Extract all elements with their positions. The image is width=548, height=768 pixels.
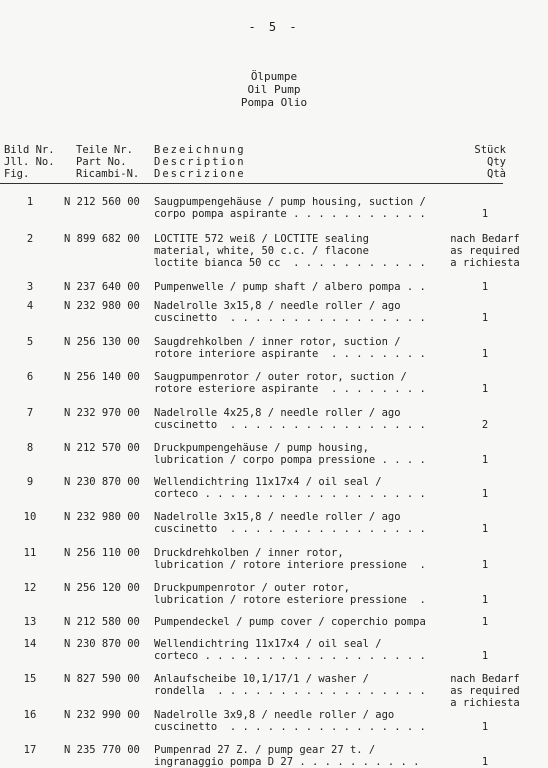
description-line: Pumpendeckel / pump cover / coperchio pompa — [154, 616, 426, 628]
header-rule — [0, 183, 503, 184]
description-line: corpo pompa aspirante . . . . . . . . . . . — [154, 208, 426, 220]
quantity-line: as required — [450, 245, 520, 257]
quantity-line — [440, 442, 530, 454]
part-number: N 212 560 00 — [64, 196, 140, 208]
part-number: N 237 640 00 — [64, 281, 140, 293]
quantity-line — [440, 336, 530, 348]
part-number: N 212 570 00 — [64, 442, 140, 454]
description — [154, 582, 454, 606]
quantity-line — [440, 407, 530, 419]
figure-number: 1 — [26, 196, 34, 208]
quantity-line — [440, 511, 530, 523]
description-line: lubrication / rotore interiore pressione . — [154, 559, 426, 571]
quantity-line: a richiesta — [450, 257, 520, 269]
description-line: Druckpumpenrotor / outer rotor, — [154, 582, 350, 594]
quantity-line: nach Bedarf — [450, 233, 520, 245]
header-bild-it: Fig. — [4, 168, 30, 180]
quantity — [440, 582, 530, 606]
header-teile-de: Teile Nr. — [76, 144, 133, 156]
header-qty-it: Qtà — [487, 168, 506, 180]
quantity — [440, 673, 530, 709]
description — [154, 407, 454, 431]
description-line: ingranaggio pompa D 27 . . . . . . . . . . — [154, 756, 420, 768]
figure-number: 8 — [26, 442, 34, 454]
figure-number: 6 — [26, 371, 34, 383]
part-number: N 230 870 00 — [64, 638, 140, 650]
description-line: lubrication / corpo pompa pressione . . . . — [154, 454, 426, 466]
header-bild-de: Bild Nr. — [4, 144, 55, 156]
quantity — [440, 336, 530, 360]
quantity-line: 1 — [481, 650, 489, 662]
header-desc-en: Description — [154, 156, 246, 168]
quantity-line: 1 — [481, 383, 489, 395]
figure-number: 14 — [23, 638, 37, 650]
part-number: N 899 682 00 — [64, 233, 140, 245]
description — [154, 476, 454, 500]
part-number: N 256 130 00 — [64, 336, 140, 348]
figure-number: 13 — [23, 616, 37, 628]
header-desc-de: Bezeichnung — [154, 144, 246, 156]
quantity-line: 1 — [481, 559, 489, 571]
description-line: Anlaufscheibe 10,1/17/1 / washer / — [154, 673, 369, 685]
part-number: N 212 580 00 — [64, 616, 140, 628]
quantity-line — [440, 371, 530, 383]
description-line: Nadelrolle 3x15,8 / needle roller / ago — [154, 511, 401, 523]
description-line: rotore esteriore aspirante . . . . . . . . — [154, 383, 426, 395]
quantity-line: nach Bedarf — [450, 673, 520, 685]
part-number: N 256 110 00 — [64, 547, 140, 559]
quantity — [440, 547, 530, 571]
description — [154, 371, 454, 395]
quantity-line: as required — [450, 685, 520, 697]
title-block — [0, 70, 548, 109]
quantity-line — [440, 196, 530, 208]
figure-number: 17 — [23, 744, 37, 756]
description-line: cuscinetto . . . . . . . . . . . . . . . . — [154, 523, 426, 535]
figure-number: 3 — [26, 281, 34, 293]
description-line: LOCTITE 572 weiß / LOCTITE sealing — [154, 233, 369, 245]
description-line: Pumpenwelle / pump shaft / albero pompa . . — [154, 281, 426, 293]
header-qty-en: Qty — [487, 156, 506, 168]
quantity-line: 1 — [481, 756, 489, 768]
part-number: N 232 980 00 — [64, 300, 140, 312]
description — [154, 638, 454, 662]
quantity — [440, 744, 530, 768]
quantity-line: 1 — [481, 523, 489, 535]
quantity-line — [440, 547, 530, 559]
description — [154, 511, 454, 535]
header-bild — [4, 144, 55, 180]
description — [154, 673, 454, 697]
description — [154, 744, 454, 768]
header-qty — [474, 144, 506, 180]
quantity-line — [440, 582, 530, 594]
description-line: Wellendichtring 11x17x4 / oil seal / — [154, 476, 382, 488]
quantity-line: 1 — [481, 454, 489, 466]
description — [154, 547, 454, 571]
header-qty-de: Stück — [474, 144, 506, 156]
description — [154, 233, 454, 269]
description-line: corteco . . . . . . . . . . . . . . . . . . — [154, 650, 426, 662]
quantity — [440, 638, 530, 662]
description-line: cuscinetto . . . . . . . . . . . . . . . . — [154, 419, 426, 431]
part-number: N 256 120 00 — [64, 582, 140, 594]
quantity — [440, 407, 530, 431]
quantity — [440, 233, 530, 269]
description-line: Saugdrehkolben / inner rotor, suction / — [154, 336, 401, 348]
figure-number: 2 — [26, 233, 34, 245]
header-teile — [76, 144, 139, 180]
figure-number: 9 — [26, 476, 34, 488]
header-bild-en: Jll. No. — [4, 156, 55, 168]
figure-number: 11 — [23, 547, 37, 559]
title-en: Oil Pump — [247, 83, 301, 96]
description — [154, 196, 454, 220]
description-line: Wellendichtring 11x17x4 / oil seal / — [154, 638, 382, 650]
quantity — [440, 371, 530, 395]
part-number: N 256 140 00 — [64, 371, 140, 383]
header-desc — [154, 144, 246, 180]
quantity — [440, 616, 530, 628]
quantity-line: 1 — [481, 616, 489, 628]
part-number: N 827 590 00 — [64, 673, 140, 685]
description — [154, 281, 454, 293]
description-line: Druckdrehkolben / inner rotor, — [154, 547, 344, 559]
description-line: material, white, 50 c.c. / flacone — [154, 245, 369, 257]
quantity-line — [440, 476, 530, 488]
description-line: Saugpumpengehäuse / pump housing, suction / — [154, 196, 426, 208]
figure-number: 4 — [26, 300, 34, 312]
part-number: N 232 980 00 — [64, 511, 140, 523]
part-number: N 232 970 00 — [64, 407, 140, 419]
description-line: rotore interiore aspirante . . . . . . . . — [154, 348, 426, 360]
description — [154, 300, 454, 324]
quantity-line: a richiesta — [450, 697, 520, 709]
quantity — [440, 511, 530, 535]
description-line: corteco . . . . . . . . . . . . . . . . . . — [154, 488, 426, 500]
part-number: N 230 870 00 — [64, 476, 140, 488]
quantity-line: 2 — [481, 419, 489, 431]
quantity-line: 1 — [481, 312, 489, 324]
quantity-line: 1 — [481, 281, 489, 293]
description-line: Druckpumpengehäuse / pump housing, — [154, 442, 369, 454]
title-it: Pompa Olio — [240, 96, 308, 109]
quantity — [440, 300, 530, 324]
header-teile-en: Part No. — [76, 156, 127, 168]
description-line: cuscinetto . . . . . . . . . . . . . . . . — [154, 721, 426, 733]
description — [154, 442, 454, 466]
description-line: Nadelrolle 4x25,8 / needle roller / ago — [154, 407, 401, 419]
quantity-line — [440, 638, 530, 650]
description-line: loctite bianca 50 cc . . . . . . . . . . . — [154, 257, 426, 269]
description-line: lubrication / rotore esteriore pressione . — [154, 594, 426, 606]
quantity-line: 1 — [481, 348, 489, 360]
page-number: - 5 - — [248, 20, 300, 34]
description — [154, 709, 454, 733]
header-teile-it: Ricambi-N. — [76, 168, 140, 180]
quantity — [440, 709, 530, 733]
quantity-line: 1 — [481, 208, 489, 220]
title-de: Ölpumpe — [250, 70, 298, 83]
figure-number: 5 — [26, 336, 34, 348]
quantity-line: 1 — [481, 488, 489, 500]
figure-number: 16 — [23, 709, 37, 721]
part-number: N 232 990 00 — [64, 709, 140, 721]
quantity — [440, 281, 530, 293]
quantity — [440, 476, 530, 500]
description-line: Nadelrolle 3x15,8 / needle roller / ago — [154, 300, 401, 312]
description-line: Pumpenrad 27 Z. / pump gear 27 t. / — [154, 744, 376, 756]
figure-number: 10 — [23, 511, 37, 523]
quantity-line — [440, 709, 530, 721]
quantity-line — [440, 300, 530, 312]
part-number: N 235 770 00 — [64, 744, 140, 756]
description — [154, 616, 454, 628]
quantity — [440, 442, 530, 466]
quantity-line — [440, 744, 530, 756]
description-line: cuscinetto . . . . . . . . . . . . . . . . — [154, 312, 426, 324]
figure-number: 7 — [26, 407, 34, 419]
quantity-line: 1 — [481, 594, 489, 606]
description — [154, 336, 454, 360]
description-line: rondella . . . . . . . . . . . . . . . . . — [154, 685, 426, 697]
figure-number: 12 — [23, 582, 37, 594]
figure-number: 15 — [23, 673, 37, 685]
description-line: Nadelrolle 3x9,8 / needle roller / ago — [154, 709, 395, 721]
quantity-line: 1 — [481, 721, 489, 733]
quantity — [440, 196, 530, 220]
header-desc-it: Descrizione — [154, 168, 246, 180]
description-line: Saugpumpenrotor / outer rotor, suction / — [154, 371, 407, 383]
